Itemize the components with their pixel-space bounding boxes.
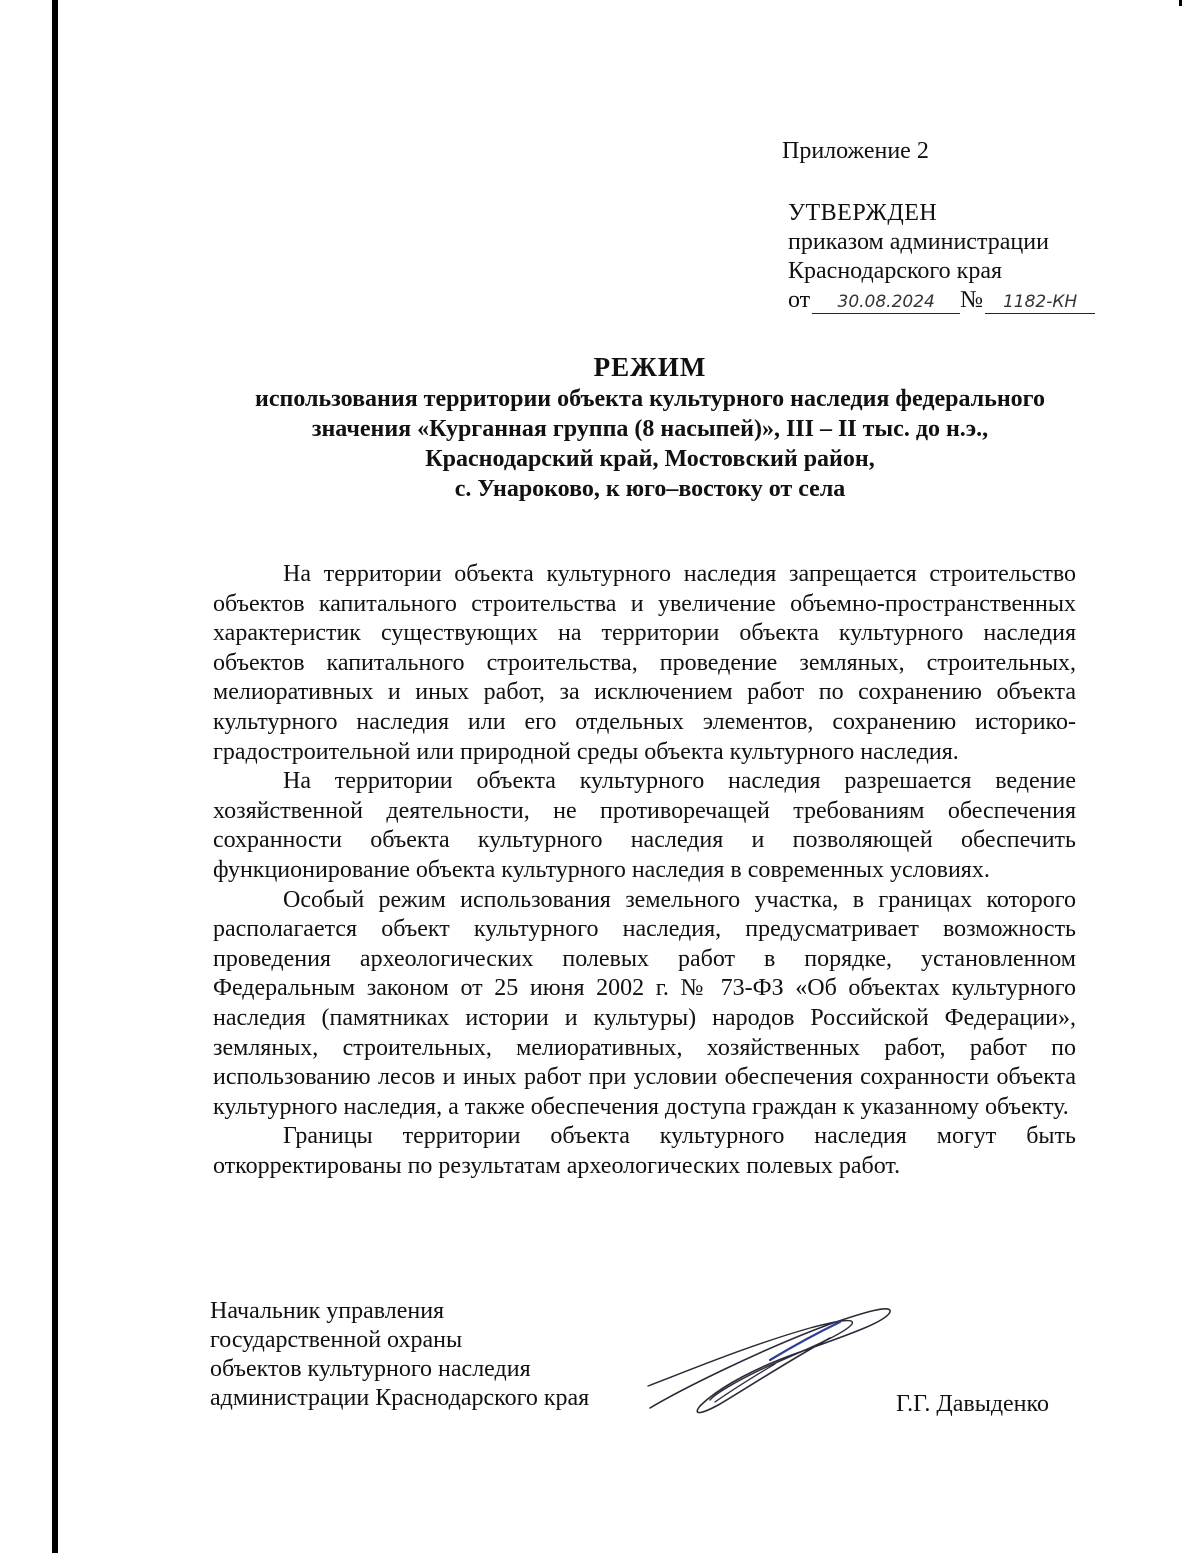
approval-line-1: приказом администрации (788, 229, 1049, 255)
document-body (213, 560, 1076, 1181)
approval-line-2: Краснодарского края (788, 258, 1003, 284)
appendix-label: Приложение 2 (782, 138, 929, 164)
body-paragraph-1: На территории объекта культурного наследия запрещается строительство объектов капитального строительства и увеличение объемно-пространственных характеристик существующих на территории объекта культурного наследия объектов капитального строительства, проведение земляных, строительных, мелиоративных и иных работ, за исключением работ по сохранению объекта культурного наследия или его отдельных элементов, сохранению историко-градостроительной или природной среды объекта культурного наследия. (213, 561, 1076, 765)
page-scan-edge (52, 0, 58, 1553)
signatory-position-line-3: объектов культурного наследия (210, 1356, 531, 1382)
signatory-position-line-4: администрации Краснодарского края (210, 1385, 590, 1411)
document-title: РЕЖИМ (593, 352, 707, 382)
handwritten-number: 1182-КН (985, 291, 1095, 314)
signatory-position-line-2: государственной охраны (210, 1327, 463, 1353)
approval-heading: УТВЕРЖДЕН (788, 200, 938, 226)
document-subtitle: использования территории объекта культурного наследия федерального значения «Курганная группа (8 насыпей)», III – II тыс. до н.э., Краснодарский край, Мостовский район, с. Унароково, к юго–востоку от села (255, 386, 1045, 502)
approval-stamp-block (788, 199, 1095, 315)
body-paragraph-3: Особый режим использования земельного участка, в границах которого располагается объект культурного наследия, предусматривает возможность проведения археологических полевых работ в порядке, установленном Федеральным законом от 25 июня 2002 г. № 73-ФЗ «Об объектах культурного наследия (памятниках истории и культуры) народов Российской Федерации», земляных, строительных, мелиоративных, хозяйственных работ, работ по использованию лесов и иных работ при условии обеспечения сохранности объекта культурного наследия, а также обеспечения доступа граждан к указанному объекту. (213, 886, 1076, 1120)
body-paragraph-4: Границы территории объекта культурного наследия могут быть откорректированы по результатам археологических полевых работ. (213, 1123, 1076, 1179)
number-prefix: № (960, 287, 984, 313)
approval-date-number-line (788, 286, 1095, 315)
body-paragraph-2: На территории объекта культурного наследия разрешается ведение хозяйственной деятельности, не противоречащей требованиям обеспечения сохранности объекта культурного наследия и позволяющей обеспечить функционирование объекта культурного наследия в современных условиях. (213, 768, 1076, 883)
signatory-position-block (210, 1297, 589, 1413)
signatory-name: Г.Г. Давыденко (896, 1391, 1049, 1417)
handwritten-signature (640, 1290, 910, 1430)
signatory-position-line-1: Начальник управления (210, 1298, 445, 1324)
document-title-block (200, 350, 1100, 504)
date-prefix: от (788, 287, 811, 313)
handwritten-date: 30.08.2024 (812, 291, 960, 314)
corner-scan-mark (1179, 0, 1182, 6)
